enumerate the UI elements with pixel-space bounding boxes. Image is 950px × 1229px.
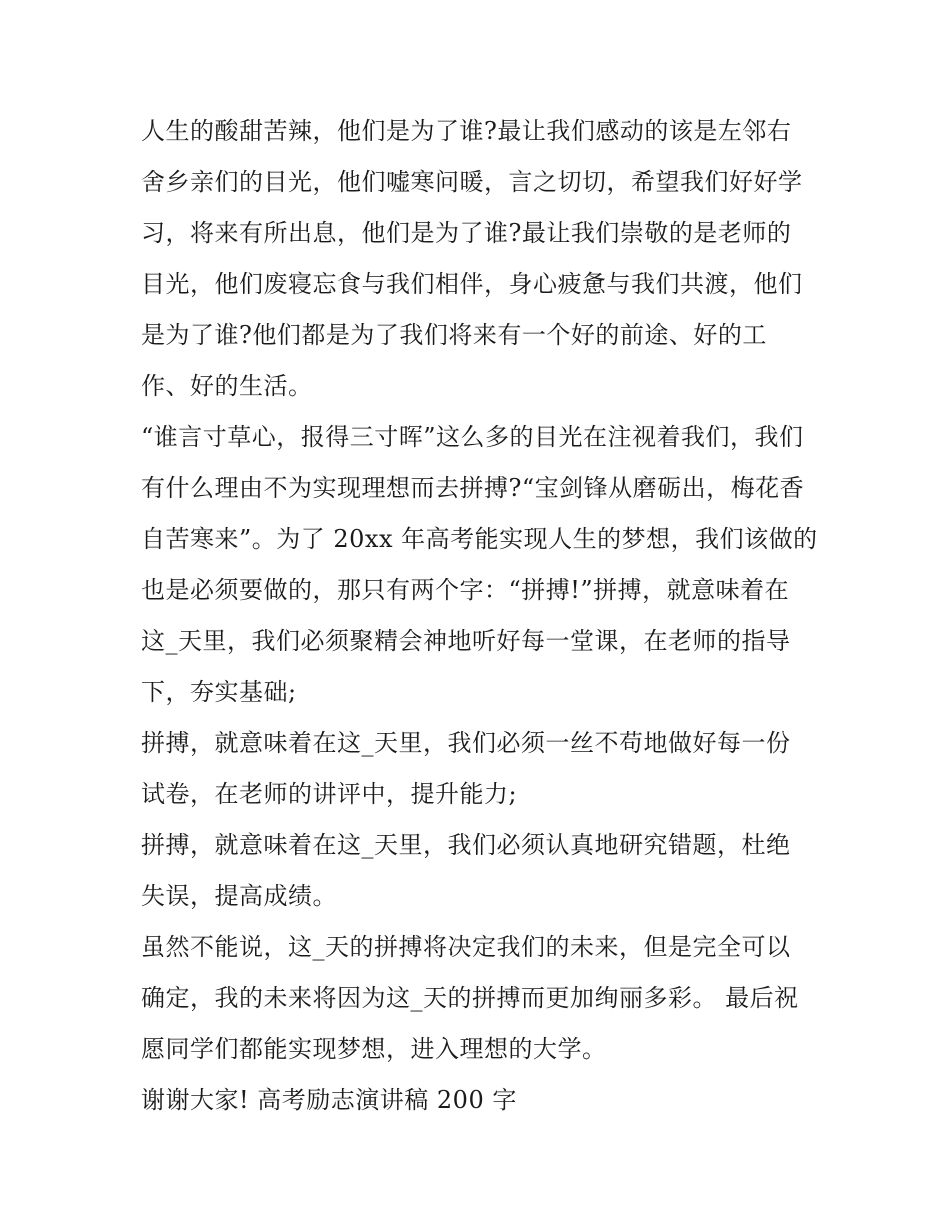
text-line: 失误，提高成绩。 <box>141 882 337 910</box>
text-line: 也是必须要做的，那只有两个字：“拼搏!”拼搏，就意味着在 <box>141 576 790 604</box>
text-line: 谢谢大家! 高考励志演讲稿 200 字 <box>141 1086 517 1114</box>
text-line: 愿同学们都能实现梦想，进入理想的大学。 <box>141 1035 607 1063</box>
text-line: 是为了谁?他们都是为了我们将来有一个好的前途、好的工 <box>141 321 767 349</box>
text-line: 有什么理由不为实现理想而去拼搏?“宝剑锋从磨砺出，梅花香 <box>141 474 805 502</box>
text-line: “谁言寸草心，报得三寸晖”这么多的目光在注视着我们，我们 <box>141 423 804 451</box>
text-line: 自苦寒来”。为了 20xx 年高考能实现人生的梦想，我们该做的 <box>141 525 818 553</box>
text-line: 虽然不能说，这_天的拼搏将决定我们的未来，但是完全可以 <box>141 933 791 961</box>
text-line: 拼搏，就意味着在这_天里，我们必须一丝不苟地做好每一份 <box>141 729 791 757</box>
text-line: 下，夯实基础; <box>141 678 297 706</box>
text-line: 拼搏，就意味着在这_天里，我们必须认真地研究错题，杜绝 <box>141 831 791 859</box>
text-line: 试卷，在老师的讲评中，提升能力; <box>141 780 518 808</box>
text-line: 确定，我的未来将因为这_天的拼搏而更加绚丽多彩。 最后祝 <box>141 984 799 1012</box>
text-line: 舍乡亲们的目光，他们嘘寒问暖，言之切切，希望我们好好学 <box>141 168 803 196</box>
speech-text-body <box>141 106 821 1126</box>
text-line: 目光，他们废寝忘食与我们相伴，身心疲惫与我们共渡，他们 <box>141 270 803 298</box>
text-line: 习，将来有所出息，他们是为了谁?最让我们崇敬的是老师的 <box>141 219 792 247</box>
text-line: 作、好的生活。 <box>141 372 313 400</box>
text-line: 这_天里，我们必须聚精会神地听好每一堂课，在老师的指导 <box>141 627 791 655</box>
text-line: 人生的酸甜苦辣，他们是为了谁?最让我们感动的该是左邻右 <box>141 117 792 145</box>
